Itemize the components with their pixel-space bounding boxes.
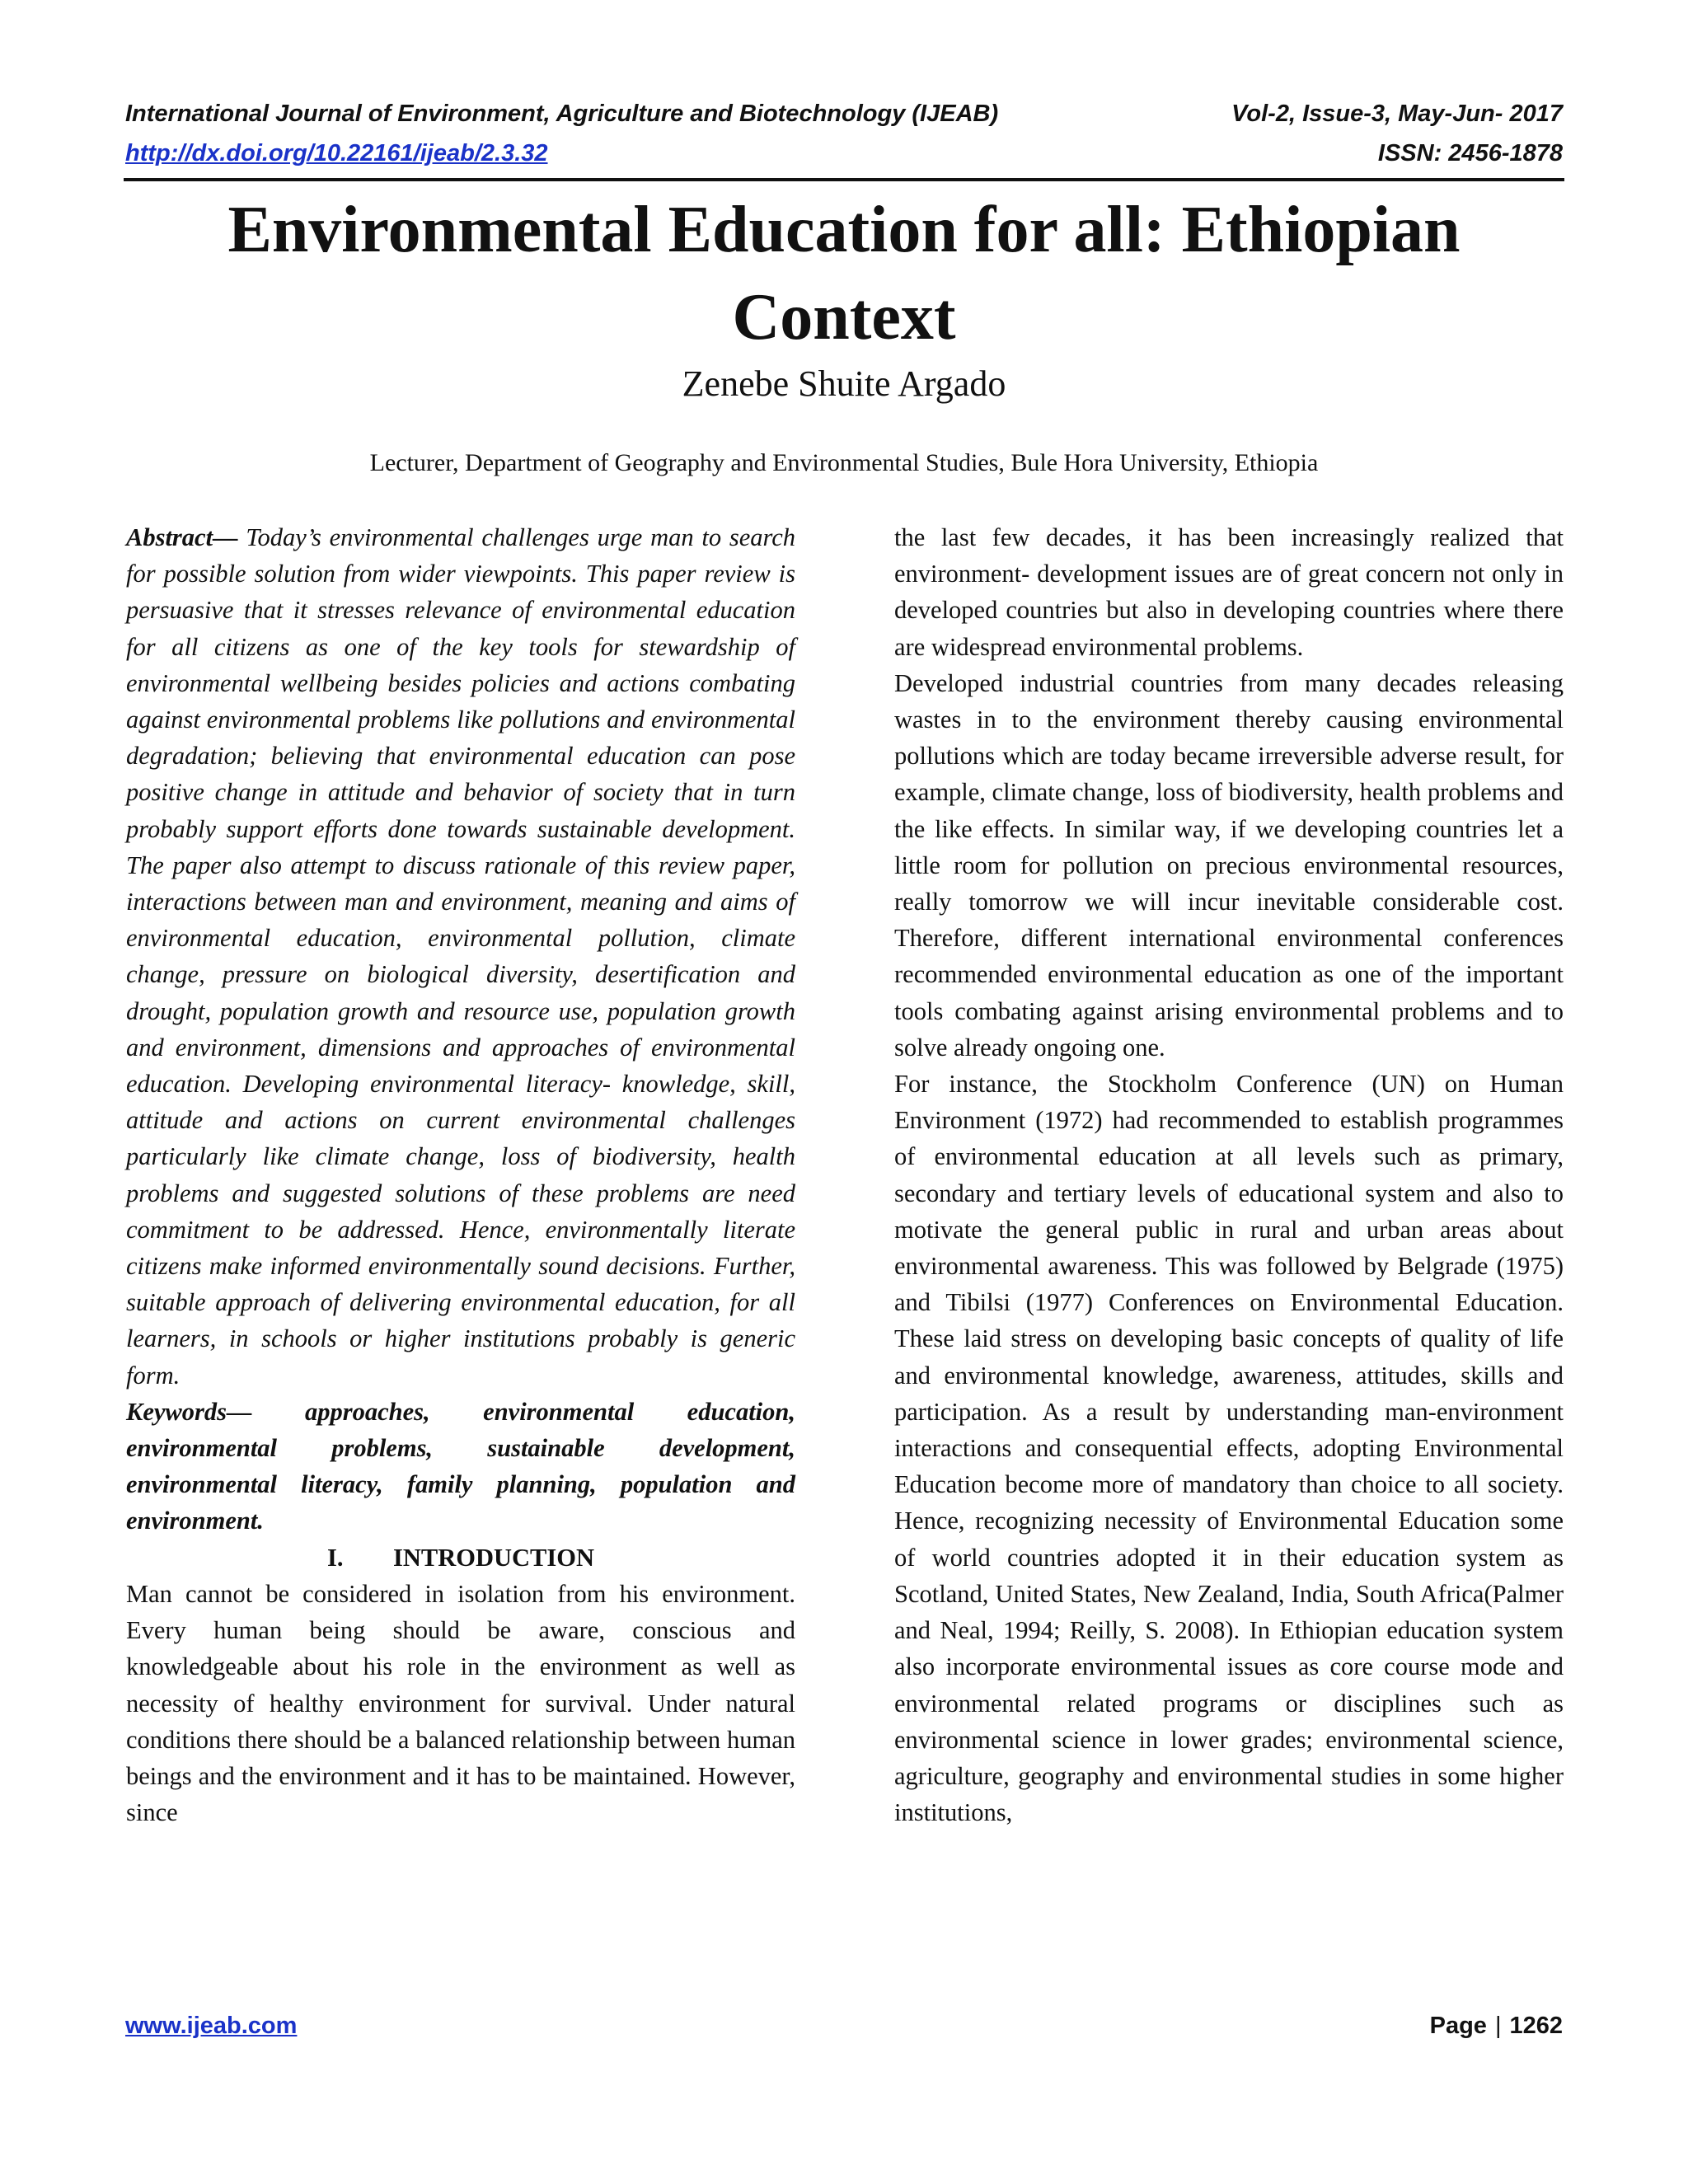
issn: ISSN: 2456-1878 [1377, 140, 1563, 166]
running-header [125, 101, 1563, 134]
left-column [126, 519, 795, 1830]
body-paragraph-3: For instance, the Stockholm Conference (UN) on Human Environment (1972) had recommended to establish programmes of environmental education at all levels such as primary, secondary and tertiary levels of educational system and also to motivate the general public in rural and urban areas about environmental awareness. This was followed by Belgrade (1975) and Tibilsi (1977) Conferences on Environmental Education. These laid stress on developing basic concepts of quality of life and environmental knowledge, awareness, attitudes, skills and participation. As a result by understanding man-environment interactions and consequential effects, adopting Environmental Education become more of mandatory than choice to all society. Hence, recognizing necessity of Environmental Education some of world countries adopted it in their education system as Scotland, United States, New Zealand, India, South Africa(Palmer and Neal, 1994; Reilly, S. 2008). In Ethiopian education system also incorporate environmental issues as core course mode and environmental related programs or disciplines such as environmental science in lower grades; environmental science, agriculture, geography and environmental studies in some higher institutions, [894, 1070, 1564, 1827]
title-line-1: Environmental Education for all: Ethiopian [227, 194, 1461, 266]
body-paragraph-2: Developed industrial countries from many decades releasing wastes in to the environment thereby causing environmental pollutions which are today became irreversible adverse result, for example, climate change, loss of biodiversity, health problems and the like effects. In similar way, if we developing countries let a little room for pollution on precious environmental resources, really tomorrow we will incur inevitable considerable cost. Therefore, different international environmental conferences recommended environmental education as one of the important tools combating against arising environmental problems and to solve already ongoing one. [894, 668, 1564, 1062]
page-separator: | [1494, 2013, 1502, 2039]
paper-title [124, 186, 1564, 361]
page-label: Page [1429, 2013, 1487, 2039]
volume-info: Vol-2, Issue-3, May-Jun- 2017 [1231, 101, 1563, 127]
keywords-label: Keywords— [126, 1397, 252, 1426]
keywords-text: approaches, environmental education, environmental problems, sustainable development, environmental literacy, family planning, population and environment. [126, 1397, 795, 1535]
title-line-2: Context [732, 281, 956, 354]
doi-link[interactable]: http://dx.doi.org/10.22161/ijeab/2.3.32 [125, 140, 548, 166]
page-number-value: 1262 [1509, 2013, 1563, 2039]
author-name: Zenebe Shuite Argado [682, 363, 1006, 404]
abstract-label: Abstract— [126, 523, 238, 551]
section-number: I. [326, 1543, 344, 1572]
running-header-links [125, 140, 1563, 173]
website-link[interactable]: www.ijeab.com [125, 2013, 298, 2039]
abstract-text: Today’s environmental challenges urge man to search for possible solution from wider viewpoints. This paper review is persuasive that it stresses relevance of environmental education for all citizens as one of the key tools for stewardship of environmental wellbeing besides policies and actions combating against environmental problems like pollutions and environmental degradation; believing that environmental education can pose positive change in attitude and behavior of society that in turn probably support efforts done towards sustainable development. The paper also attempt to discuss rationale of this review paper, interactions between man and environment, meaning and aims of environmental education, environmental pollution, climate change, pressure on biological diversity, desertification and drought, population growth and resource use, population growth and environment, dimensions and approaches of environmental education. Developing environmental literacy- knowledge, skill, attitude and actions on current environmental challenges particularly like climate change, loss of biodiversity, health problems and suggested solutions of these problems are need commitment to be addressed. Hence, environmentally literate citizens make informed environmentally sound decisions. Further, suitable approach of delivering environmental education, for all learners, in schools or higher institutions probably is generic form. [126, 523, 796, 1390]
page-number [1430, 2013, 1563, 2040]
page-footer [125, 2013, 1563, 2040]
keywords [126, 1394, 795, 1540]
right-column [894, 519, 1564, 1830]
section-title: INTRODUCTION [392, 1543, 595, 1572]
abstract [126, 519, 795, 1394]
header-divider [124, 178, 1564, 181]
section-heading [126, 1540, 795, 1576]
journal-name: International Journal of Environment, Agriculture and Biotechnology (IJEAB) [125, 101, 999, 127]
author-affiliation: Lecturer, Department of Geography and Environmental Studies, Bule Hora University, Ethiopia [369, 449, 1319, 476]
body-paragraph-1: the last few decades, it has been increasingly realized that environment- development issues are of great concern not only in developed countries but also in developing countries where there are widespread environmental problems. [894, 523, 1564, 661]
intro-paragraph: Man cannot be considered in isolation from his environment. Every human being should be aware, conscious and knowledgeable about his role in the environment as well as necessity of healthy environment for survival. Under natural conditions there should be a balanced relationship between human beings and the environment and it has to be maintained. However, since [126, 1579, 795, 1827]
